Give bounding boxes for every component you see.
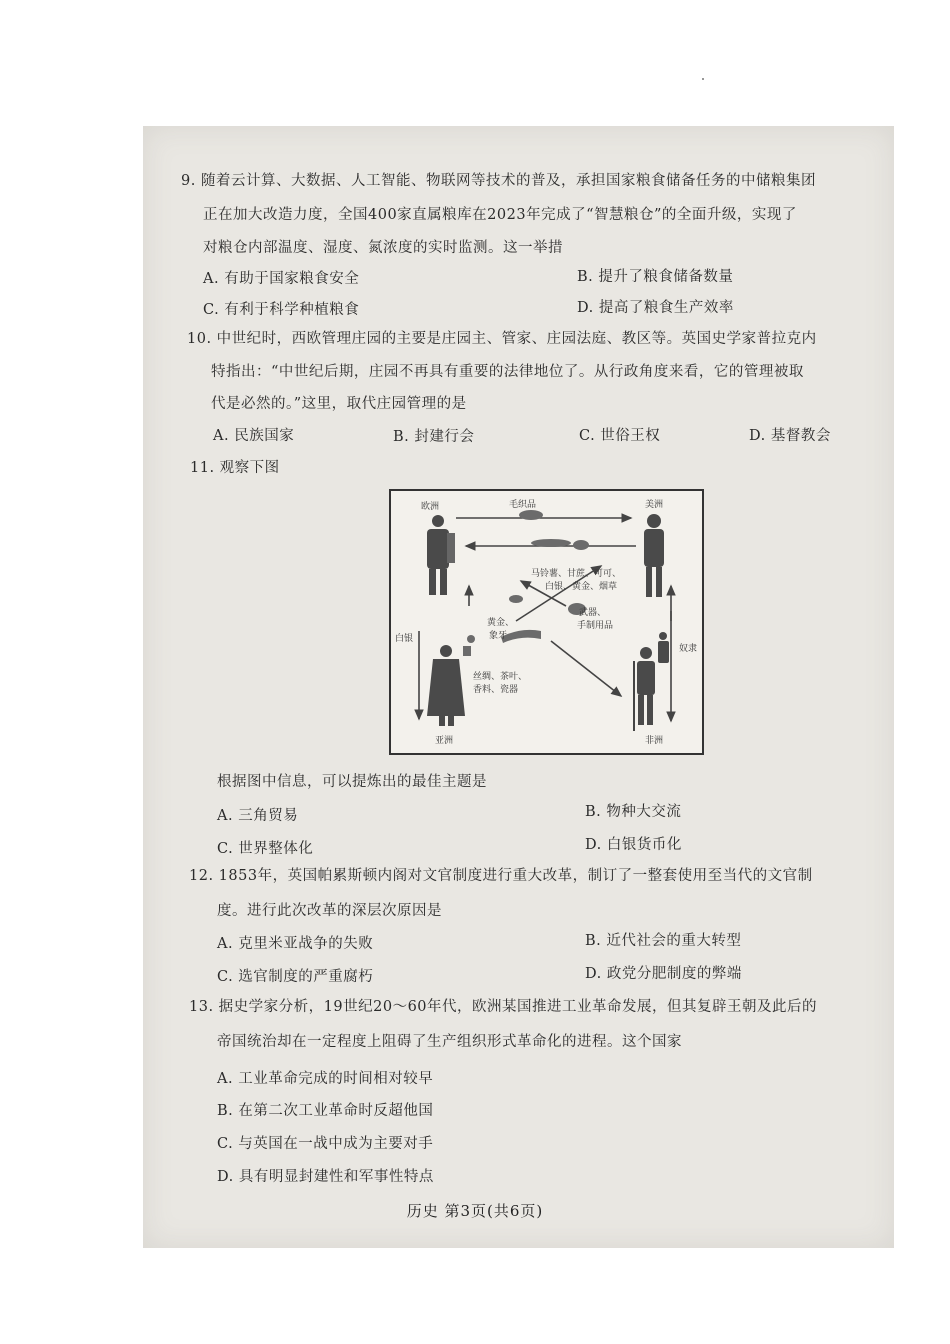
q13-stem-line1: 13. 据史学家分析，19世纪20～60年代，欧洲某国推进工业革命发展，但其复辟王朝及此后的	[189, 999, 818, 1015]
q11-option-c: C. 世界整体化	[217, 841, 314, 857]
q10-stem-line1: 10. 中世纪时，西欧管理庄园的主要是庄园主、管家、庄园法庭、教区等。英国史学家普拉克内	[187, 331, 817, 347]
q9-option-d: D. 提高了粮食生产效率	[577, 300, 734, 316]
q10-option-a: A. 民族国家	[213, 428, 295, 444]
america-figure-icon	[644, 514, 664, 597]
q11-question: 根据图中信息，可以提炼出的最佳主题是	[217, 774, 487, 790]
q11-stem-line1: 11. 观察下图	[190, 460, 280, 476]
q13-option-d: D. 具有明显封建性和军事性特点	[217, 1169, 434, 1185]
q9-stem-line2: 正在加大改造力度，全国400家直属粮库在2023年完成了“智慧粮仓”的全面升级，实现了	[203, 207, 797, 223]
asia-figure-icon	[427, 645, 465, 726]
label-silver: 白银	[395, 634, 414, 644]
trade-arrows-svg	[391, 491, 702, 753]
europe-figure-icon	[427, 515, 455, 595]
q12-option-a: A. 克里米亚战争的失败	[217, 936, 374, 952]
label-europe: 欧洲	[421, 502, 440, 512]
q13-option-b: B. 在第二次工业革命时反超他国	[217, 1103, 434, 1119]
q12-stem-line2: 度。进行此次改革的深层次原因是	[217, 903, 442, 919]
label-goods-line2: 白银、黄金、烟草	[545, 582, 618, 592]
label-silk-line2: 香料、瓷器	[473, 685, 519, 695]
q9-stem-line1: 9. 随着云计算、大数据、人工智能、物联网等技术的普及，承担国家粮食储备任务的中储粮集团	[181, 173, 816, 189]
q9-option-a: A. 有助于国家粮食安全	[203, 271, 360, 287]
q9-stem-line3: 对粮仓内部温度、湿度、氮浓度的实时监测。这一举措	[203, 240, 563, 256]
label-gold-line1: 黄金、	[487, 618, 515, 628]
label-woolens: 毛织品	[509, 500, 537, 510]
q9-option-c: C. 有利于科学种植粮食	[203, 302, 360, 318]
q12-option-b: B. 近代社会的重大转型	[585, 933, 742, 949]
q10-option-c: C. 世俗王权	[579, 428, 661, 444]
label-slaves: 奴隶	[679, 644, 698, 654]
q11-option-a: A. 三角贸易	[217, 808, 299, 824]
q11-option-b: B. 物种大交流	[585, 804, 682, 820]
label-america: 美洲	[645, 500, 664, 510]
label-asia: 亚洲	[435, 736, 454, 746]
triangular-trade-figure	[389, 489, 704, 755]
page-footer: 历史 第3页(共6页)	[406, 1202, 544, 1220]
label-weapons-line1: 武器、	[579, 608, 607, 618]
q13-option-c: C. 与英国在一战中成为主要对手	[217, 1136, 434, 1152]
speck	[702, 78, 704, 80]
q12-option-c: C. 选官制度的严重腐朽	[217, 969, 374, 985]
q12-stem-line1: 12. 1853年，英国帕累斯顿内阁对文官制度进行重大改革，制订了一整套使用至当代的文官制	[189, 868, 813, 884]
q10-stem-line2: 特指出：“中世纪后期，庄园不再具有重要的法律地位了。从行政角度来看，它的管理被取	[211, 364, 804, 380]
q9-option-b: B. 提升了粮食储备数量	[577, 269, 734, 285]
label-gold-line2: 象牙	[489, 631, 508, 641]
label-weapons-line2: 手制用品	[577, 621, 614, 631]
label-silk-line1: 丝绸、茶叶、	[473, 672, 528, 682]
label-africa: 非洲	[645, 736, 664, 746]
label-goods-line1: 马铃薯、甘蔗、可可、	[531, 569, 622, 579]
q13-option-a: A. 工业革命完成的时间相对较早	[217, 1071, 434, 1087]
q10-option-d: D. 基督教会	[749, 428, 831, 444]
q10-option-b: B. 封建行会	[393, 429, 475, 445]
q13-stem-line2: 帝国统治却在一定程度上阻碍了生产组织形式革命化的进程。这个国家	[217, 1034, 682, 1050]
q12-option-d: D. 政党分肥制度的弊端	[585, 966, 742, 982]
africa-figure-icon	[634, 632, 669, 731]
q11-option-d: D. 白银货币化	[585, 837, 682, 853]
q10-stem-line3: 代是必然的。”这里，取代庄园管理的是	[211, 396, 467, 412]
